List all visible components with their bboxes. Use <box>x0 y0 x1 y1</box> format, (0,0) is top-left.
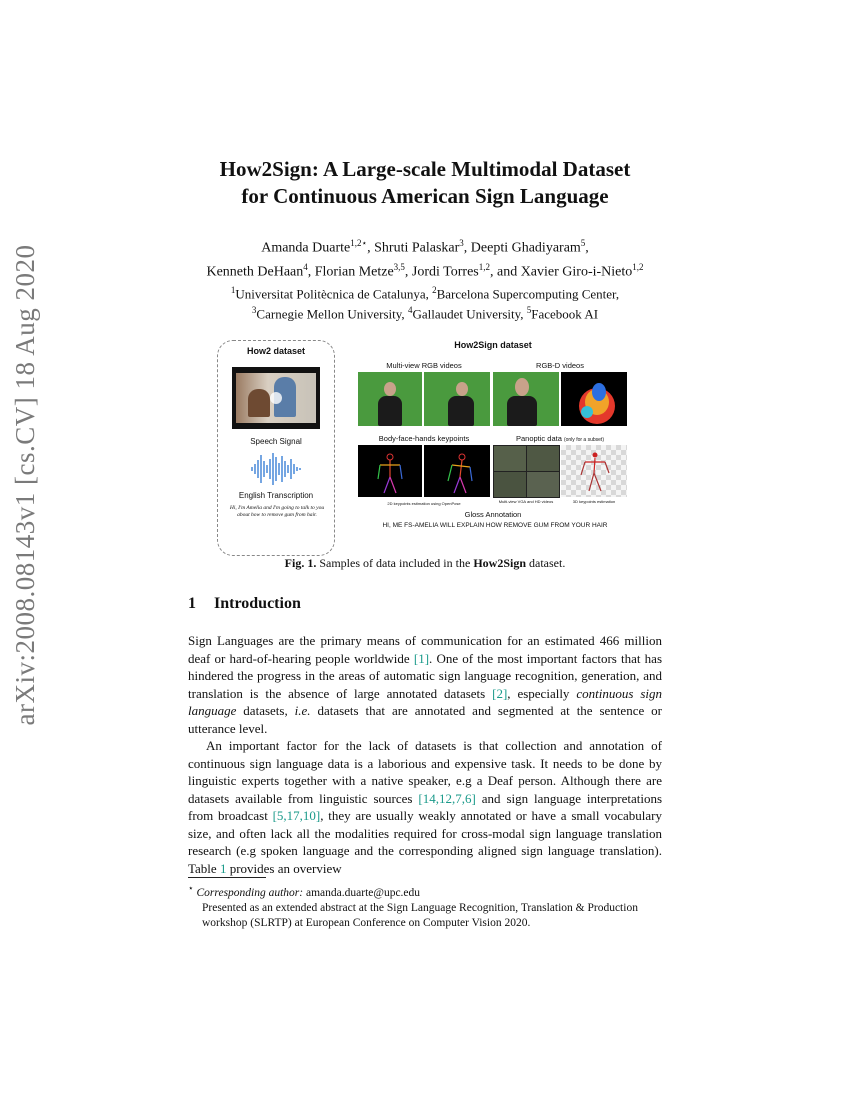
keypoints-view-side <box>424 445 490 497</box>
caption-text: dataset. <box>526 556 566 570</box>
author-name: , Shruti Palaskar <box>367 240 460 256</box>
author-affil-sup: 4 <box>303 261 308 272</box>
keypoints-label: Body-face-hands keypoints <box>378 434 470 443</box>
how2-video-thumbnail <box>232 367 320 429</box>
panoptic-subtitle: (only for a subset) <box>563 437 604 443</box>
intro-paragraph-1 <box>188 632 662 737</box>
video-tile <box>526 445 560 472</box>
figure-caption <box>188 556 662 571</box>
emphasis-text: continuous sign language <box>188 685 662 718</box>
footnote <box>188 881 662 931</box>
author-affil-sup: 1,2 <box>632 261 644 272</box>
arxiv-identifier: arXiv:2008.08143v1 [cs.CV] 18 Aug 2020 <box>10 244 40 726</box>
affiliation: Carnegie Mellon University, <box>256 306 408 322</box>
author-name: , Florian Metze <box>307 264 394 280</box>
affiliation: Barcelona Supercomputing Center, <box>436 286 620 302</box>
speech-signal-label: Speech Signal <box>250 437 302 446</box>
citation-link[interactable]: [14,12,7,6] <box>418 790 476 806</box>
signer-face <box>515 378 529 396</box>
skeleton-icon <box>358 445 422 497</box>
title-line-1: How2Sign: A Large-scale Multimodal Dataset <box>219 157 631 181</box>
video-tile <box>493 445 527 472</box>
author-list <box>100 234 750 281</box>
panoptic-multiview-video <box>493 445 559 497</box>
body-text: provides an overview <box>226 860 342 876</box>
signer-body <box>507 396 537 426</box>
vga-caption: Multi-view VGA and HD videos <box>498 499 554 504</box>
footnote-line-1 <box>188 881 662 901</box>
email-link[interactable]: amanda.duarte@upc.edu <box>303 886 421 899</box>
author-affil-sup: 3 <box>459 238 464 248</box>
footnote-mark: ⋆ <box>188 883 194 893</box>
footnote-label: Corresponding author: <box>196 886 304 899</box>
signer-face <box>384 382 396 396</box>
body-text: datasets that are annotated and segmented at the sentence or utterance level. <box>188 703 662 736</box>
body-text: , especially <box>507 685 577 701</box>
affiliation: Gallaudet University, <box>412 306 527 322</box>
video-tile <box>526 471 560 498</box>
how2-header: How2 dataset <box>246 346 306 356</box>
rgb-view-front <box>358 372 422 426</box>
affiliation-line-1 <box>100 282 750 302</box>
footnote-line-2: Presented as an extended abstract at the Sign Language Recognition, Translation & Production workshop (SLRTP) at European Conference on Computer Vision 2020. <box>202 901 638 929</box>
english-transcription-label: English Transcription <box>238 491 314 500</box>
skeleton-3d-icon <box>561 445 627 497</box>
author-affil-sup: 1,2 <box>478 261 490 272</box>
author-name: , Deepti Ghadiyaram <box>463 240 581 256</box>
signer-body <box>448 396 474 426</box>
affil-sup: 1 <box>230 285 236 295</box>
panoptic-3d-keypoints <box>561 445 627 497</box>
author-name: , and Xavier Giro-i-Nieto <box>489 264 633 280</box>
how2-dataset-panel <box>217 340 335 556</box>
affiliation: Universitat Politècnica de Catalunya, <box>235 286 433 302</box>
body-text: An important factor for the lack of datasets is that collection and annotation of continuous sign language data is a laborious and expensive task. It needs to be done by linguistic experts together with a native speaker, e.g a Deaf person. Although there are datasets available from linguistic sources <box>188 738 662 806</box>
body-text: datasets, <box>236 703 295 718</box>
rgb-view-side <box>424 372 490 426</box>
gloss-annotation-label: Gloss Annotation <box>464 510 522 519</box>
affil-sup: 3 <box>251 305 257 316</box>
video-tile <box>493 471 527 498</box>
author-name: Amanda Duarte <box>261 240 351 256</box>
author-name: Kenneth DeHaan <box>206 264 304 280</box>
affil-sup: 5 <box>526 305 532 316</box>
body-text: Sign Languages are the primary means of communication for an estimated 466 million deaf or hard-of-hearing people worldwide <box>188 633 662 666</box>
rgb-view-closeup <box>493 372 559 426</box>
transcript-text: Hi, I'm Amelia and I'm going to talk to you about how to remove gum from hair. <box>229 505 325 518</box>
section-heading <box>188 595 301 613</box>
title-line-2: for Continuous American Sign Language <box>241 184 609 208</box>
section-number: 1 <box>188 595 196 612</box>
intro-paragraph-2 <box>188 737 662 877</box>
body-text: , they are usually weakly annotated or have a small vocabulary size, and often lack all the modalities required for cross-modal sign language translation research (e.g spoken language and the corresponding aligned sign language translation). Table <box>188 808 662 876</box>
skeleton-icon <box>424 445 490 497</box>
waveform-icon <box>248 451 306 487</box>
rgbd-label: RGB-D videos <box>536 361 584 370</box>
panoptic-label <box>493 434 627 443</box>
keypoints-2d-caption: 2D keypoints estimation using OpenPose <box>387 501 461 506</box>
author-line-1 <box>100 234 750 258</box>
affiliations <box>100 282 750 323</box>
author-name: , Jordi Torres <box>404 264 479 280</box>
keypoints-view-front <box>358 445 422 497</box>
panoptic-title: Panoptic data <box>516 434 562 443</box>
person-figure <box>248 389 270 417</box>
caption-label: Fig. 1. <box>284 556 317 570</box>
depth-map-icon <box>561 372 627 426</box>
multiview-label: Multi-view RGB videos <box>386 361 462 370</box>
keypoints-3d-caption: 3D keypoints estimation <box>572 499 616 504</box>
affiliation: Facebook AI <box>531 306 599 322</box>
depth-view <box>561 372 627 426</box>
body-text: and sign language interpretations from broadcast <box>188 790 662 823</box>
author-line-2 <box>100 258 750 282</box>
author-separator: , <box>585 240 589 256</box>
how2sign-header: How2Sign dataset <box>454 340 532 350</box>
section-title: Introduction <box>214 595 301 612</box>
caption-text: Samples of data included in the <box>316 556 474 570</box>
signer-body <box>378 396 402 426</box>
play-icon <box>270 392 282 404</box>
citation-link[interactable]: [1] <box>413 650 430 666</box>
affil-sup: 4 <box>407 305 413 316</box>
author-affil-sup: 5 <box>580 238 586 248</box>
emphasis-text: i.e. <box>294 703 311 718</box>
affil-sup: 2 <box>432 285 437 295</box>
citation-link[interactable]: [5,17,10] <box>272 808 321 823</box>
author-affil-sup: 3,5 <box>393 261 405 272</box>
signer-face <box>456 382 468 396</box>
paper-title <box>120 156 730 210</box>
author-affil-sup: 1,2⋆ <box>350 238 368 248</box>
citation-link[interactable]: [2] <box>492 685 508 701</box>
caption-dataset-name: How2Sign <box>473 556 526 570</box>
gloss-annotation-text: HI, ME FS-AMELIA WILL EXPLAIN HOW REMOVE GUM FROM YOUR HAIR <box>382 522 608 529</box>
affiliation-line-2 <box>100 302 750 322</box>
table-ref-link[interactable]: 1 <box>219 860 227 876</box>
footnote-divider <box>188 877 266 878</box>
body-text: . One of the most important factors that has hindered the progress in the areas of automatic sign language recognition, generation, and translation is the absence of large annotated datasets <box>188 650 662 701</box>
